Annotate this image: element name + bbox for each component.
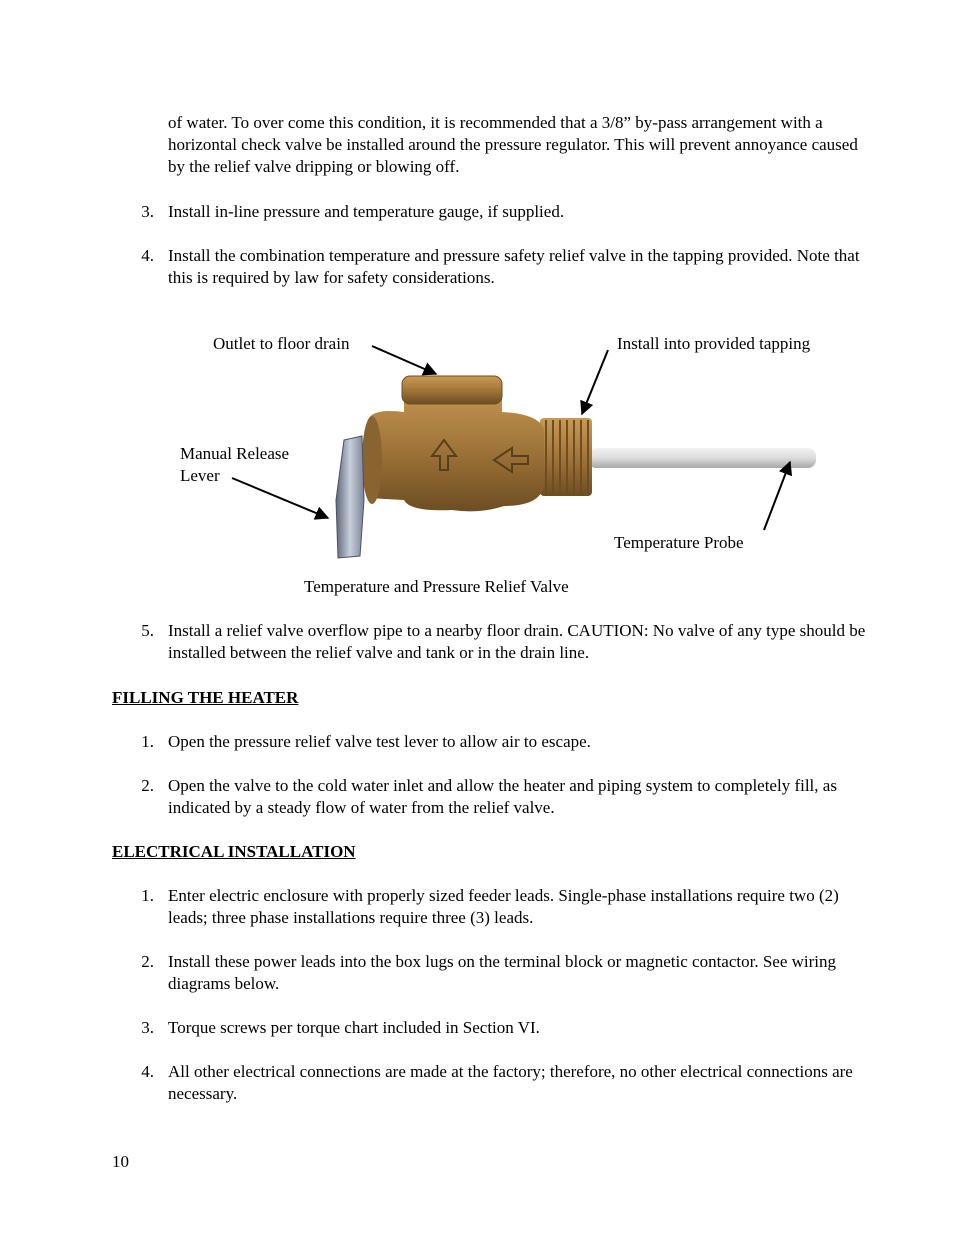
figure-caption: Temperature and Pressure Relief Valve	[304, 577, 569, 596]
tapping-label: Install into provided tapping	[617, 334, 811, 353]
probe-pointer	[764, 462, 790, 530]
thread-lines	[546, 420, 588, 494]
step-text: Install in-line pressure and temperature gauge, if supplied.	[168, 202, 565, 221]
step-number: 5.	[141, 621, 154, 640]
electrical-heading: ELECTRICAL INSTALLATION	[112, 842, 356, 861]
outlet-label: Outlet to floor drain	[213, 334, 350, 353]
step-number: 2.	[141, 776, 154, 795]
step-number: 1.	[141, 732, 154, 751]
filling-heading: FILLING THE HEATER	[112, 688, 299, 707]
step-text: All other electrical connections are made at the factory; therefore, no other electrical connections are necessary.	[168, 1062, 853, 1103]
step-number: 3.	[141, 202, 154, 221]
step-number: 1.	[141, 886, 154, 905]
step-text: Enter electric enclosure with properly sized feeder leads. Single-phase installations require two (2) leads; three phase installations require three (3) leads.	[168, 886, 839, 927]
step-text: Open the valve to the cold water inlet and allow the heater and piping system to completely fill, as indicated by a steady flow of water from the relief valve.	[168, 776, 837, 817]
step-text: Install the combination temperature and pressure safety relief valve in the tapping provided. Note that this is required by law for safety considerations.	[168, 246, 860, 287]
lever-label-line2: Lever	[180, 466, 220, 485]
step-number: 2.	[141, 952, 154, 971]
lever-handle	[336, 436, 364, 558]
outlet-port	[402, 376, 502, 404]
step-text: Install these power leads into the box lugs on the terminal block or magnetic contactor. See wiring diagrams below.	[168, 952, 837, 993]
left-collar	[362, 416, 382, 504]
outlet-pointer	[372, 346, 436, 374]
step-text: Torque screws per torque chart included in Section VI.	[168, 1018, 540, 1037]
step-text: Install a relief valve overflow pipe to a nearby floor drain. CAUTION: No valve of any type should be installed between the relief valve and tank or in the drain line.	[168, 621, 866, 662]
step-number: 4.	[141, 246, 154, 265]
intro-paragraph: of water. To over come this condition, it is recommended that a 3/8” by-pass arrangement with a horizontal check valve be installed around the pressure regulator. This will prevent annoyance caused by the relief valve dripping or blowing off.	[168, 113, 858, 176]
lever-pointer	[232, 478, 328, 518]
tapping-pointer	[582, 350, 608, 414]
probe-label: Temperature Probe	[614, 533, 744, 552]
step-number: 3.	[141, 1018, 154, 1037]
temperature-probe	[588, 448, 816, 468]
page-number: 10	[112, 1152, 129, 1171]
step-number: 4.	[141, 1062, 154, 1081]
lever-label-line1: Manual Release	[180, 444, 290, 463]
step-text: Open the pressure relief valve test lever to allow air to escape.	[168, 732, 591, 751]
